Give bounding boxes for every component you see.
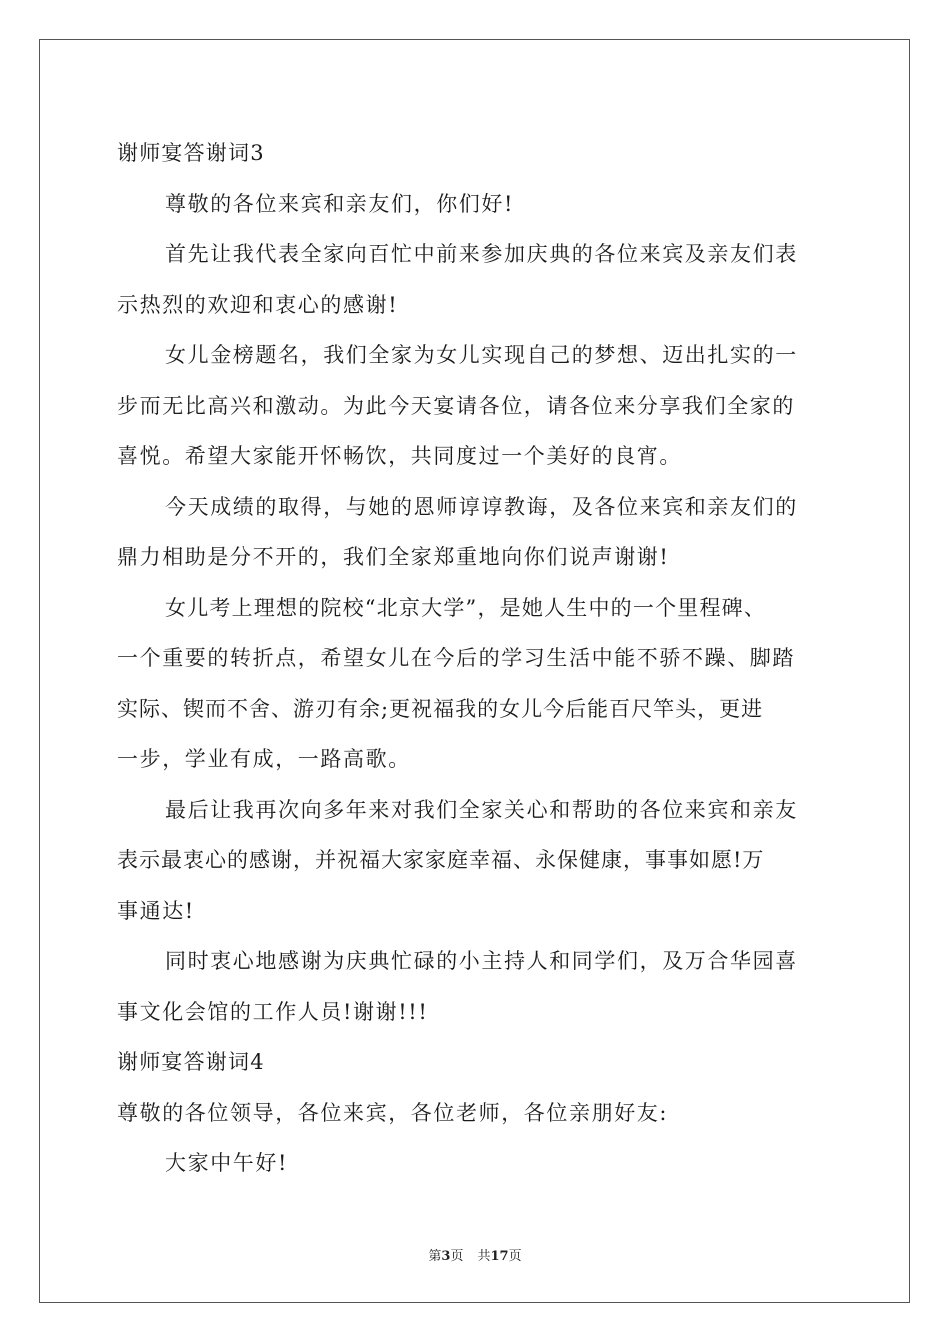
paragraph-line: 一步，学业有成，一路高歌。: [117, 747, 411, 771]
paragraph-line: 首先让我代表全家向百忙中前来参加庆典的各位来宾及亲友们表: [165, 242, 798, 266]
total-pages: 17: [490, 1249, 509, 1264]
paragraph-line: 实际、锲而不舍、游刃有余;更祝福我的女儿今后能百尺竿头，更进: [117, 696, 764, 721]
page-footer: [0, 1245, 950, 1264]
paragraph-line: 今天成绩的取得，与她的恩师谆谆教诲，及各位来宾和亲友们的: [165, 494, 798, 519]
paragraph-line: 尊敬的各位来宾和亲友们，你们好!: [165, 191, 515, 216]
paragraph-line: 事文化会馆的工作人员!谢谢!!!: [117, 999, 429, 1024]
page-unit: 页: [450, 1249, 464, 1264]
page-prefix: 第: [428, 1249, 442, 1264]
paragraph-line: 女儿考上理想的院校“北京大学”，是她人生中的一个里程碑、: [165, 595, 767, 620]
section-heading: 谢师宴答谢词3: [117, 141, 265, 165]
total-prefix: 共: [477, 1249, 491, 1264]
paragraph-line: 大家中午好!: [165, 1151, 289, 1175]
paragraph-line: 表示最衷心的感谢，并祝福大家家庭幸福、永保健康，事事如愿!万: [117, 848, 765, 872]
paragraph-line: 最后让我再次向多年来对我们全家关心和帮助的各位来宾和亲友: [165, 797, 798, 822]
paragraph-line: 鼎力相助是分不开的，我们全家郑重地向你们说声谢谢!: [117, 545, 670, 569]
page-number: 3: [441, 1249, 451, 1264]
section-heading: 谢师宴答谢词4: [117, 1050, 265, 1074]
paragraph-line: 尊敬的各位领导，各位来宾，各位老师，各位亲朋好友:: [117, 1100, 669, 1125]
document-body: [117, 128, 837, 1189]
paragraph-line: 步而无比高兴和激动。为此今天宴请各位，请各位来分享我们全家的: [117, 393, 795, 418]
paragraph-line: 女儿金榜题名，我们全家为女儿实现自己的梦想、迈出扎实的一: [165, 343, 798, 367]
paragraph-line: 同时衷心地感谢为庆典忙碌的小主持人和同学们，及万合华园喜: [165, 949, 798, 973]
paragraph-line: 喜悦。希望大家能开怀畅饮，共同度过一个美好的良宵。: [117, 444, 682, 468]
paragraph-line: 示热烈的欢迎和衷心的感谢!: [117, 292, 399, 317]
paragraph-line: 事通达!: [117, 898, 195, 923]
total-unit: 页: [508, 1249, 522, 1264]
paragraph-line: 一个重要的转折点，希望女儿在今后的学习生活中能不骄不躁、脚踏: [117, 646, 795, 670]
